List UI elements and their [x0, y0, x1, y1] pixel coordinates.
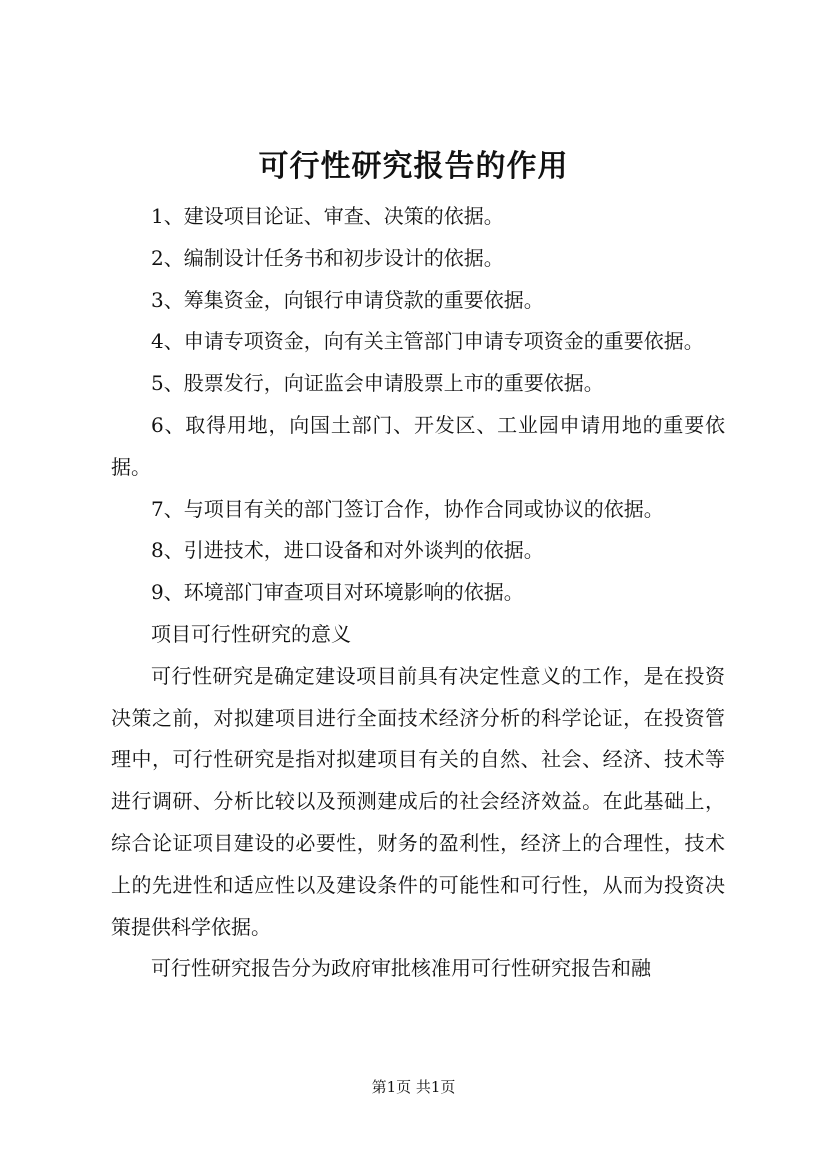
paragraph-item-4: 4、申请专项资金，向有关主管部门申请专项资金的重要依据。: [151, 329, 704, 354]
paragraph-item-6: 6、取得用地，向国土部门、开发区、工业园申请用地的重要依据。: [111, 412, 725, 479]
document-body: [111, 196, 725, 990]
paragraph-item-3: 3、筹集资金，向银行申请贷款的重要依据。: [151, 287, 544, 312]
section-heading: 项目可行性研究的意义: [151, 621, 351, 646]
document-title: 可行性研究报告的作用: [258, 149, 569, 184]
paragraph-item-5: 5、股票发行，向证监会申请股票上市的重要依据。: [151, 371, 604, 396]
paragraph-item-2: 2、编制设计任务书和初步设计的依据。: [151, 245, 504, 270]
paragraph-report-types: 可行性研究报告分为政府审批核准用可行性研究报告和融: [151, 956, 651, 981]
paragraph-item-8: 8、引进技术，进口设备和对外谈判的依据。: [151, 538, 544, 563]
paragraph-item-7: 7、与项目有关的部门签订合作，协作合同或协议的依据。: [151, 496, 664, 521]
paragraph-significance: 可行性研究是确定建设项目前具有决定性意义的工作，是在投资决策之前，对拟建项目进行全面技术经济分析的科学论证，在投资管理中，可行性研究是指对拟建项目有关的自然、社会、经济、技术等进行调研、分析比较以及预测建成后的社会经济效益。在此基础上，综合论证项目建设的必要性，财务的盈利性，经济上的合理性，技术上的先进性和适应性以及建设条件的可能性和可行性，从而为投资决策提供科学依据。: [111, 663, 725, 939]
page-footer: 第1页 共1页: [371, 1078, 456, 1096]
paragraph-item-9: 9、环境部门审查项目对环境影响的依据。: [151, 580, 524, 605]
paragraph-item-1: 1、建设项目论证、审查、决策的依据。: [151, 204, 504, 228]
